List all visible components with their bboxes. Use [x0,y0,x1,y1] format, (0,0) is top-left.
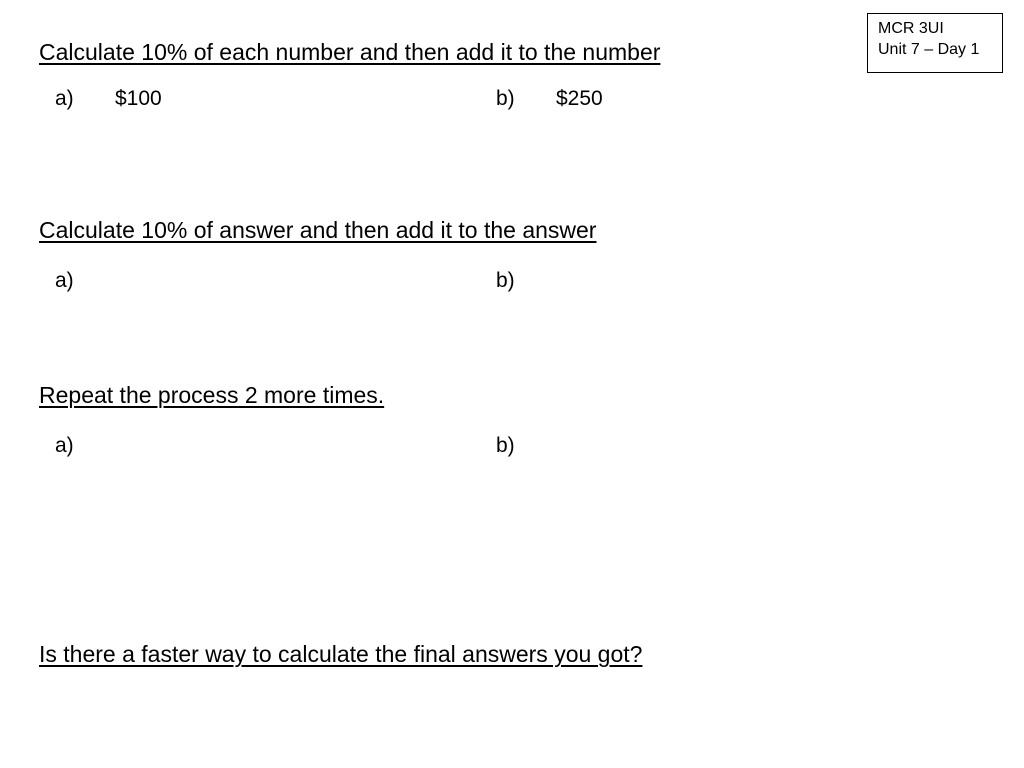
item-b-label: b) [496,269,515,292]
item-b-label: b) [496,434,515,457]
item-b-value: $250 [556,87,603,110]
section3-item-b [496,433,556,459]
item-a-label: a) [55,87,74,110]
section2-item-b [496,268,556,294]
section1-item-a [55,86,162,112]
section3-item-a [55,433,115,459]
item-a-label: a) [55,434,74,457]
course-code: MCR 3UI [878,20,944,37]
section2-heading: Calculate 10% of answer and then add it to the answer [39,217,597,243]
section4-heading: Is there a faster way to calculate the final answers you got? [39,641,643,667]
section2-item-a [55,268,115,294]
section3-heading: Repeat the process 2 more times. [39,382,385,408]
course-info-box [867,13,1003,73]
section1-heading: Calculate 10% of each number and then add it to the number [39,39,661,65]
item-a-label: a) [55,269,74,292]
section1-item-b [496,86,603,112]
unit-day: Unit 7 – Day 1 [878,41,980,58]
item-a-value: $100 [115,87,162,110]
item-b-label: b) [496,87,515,110]
